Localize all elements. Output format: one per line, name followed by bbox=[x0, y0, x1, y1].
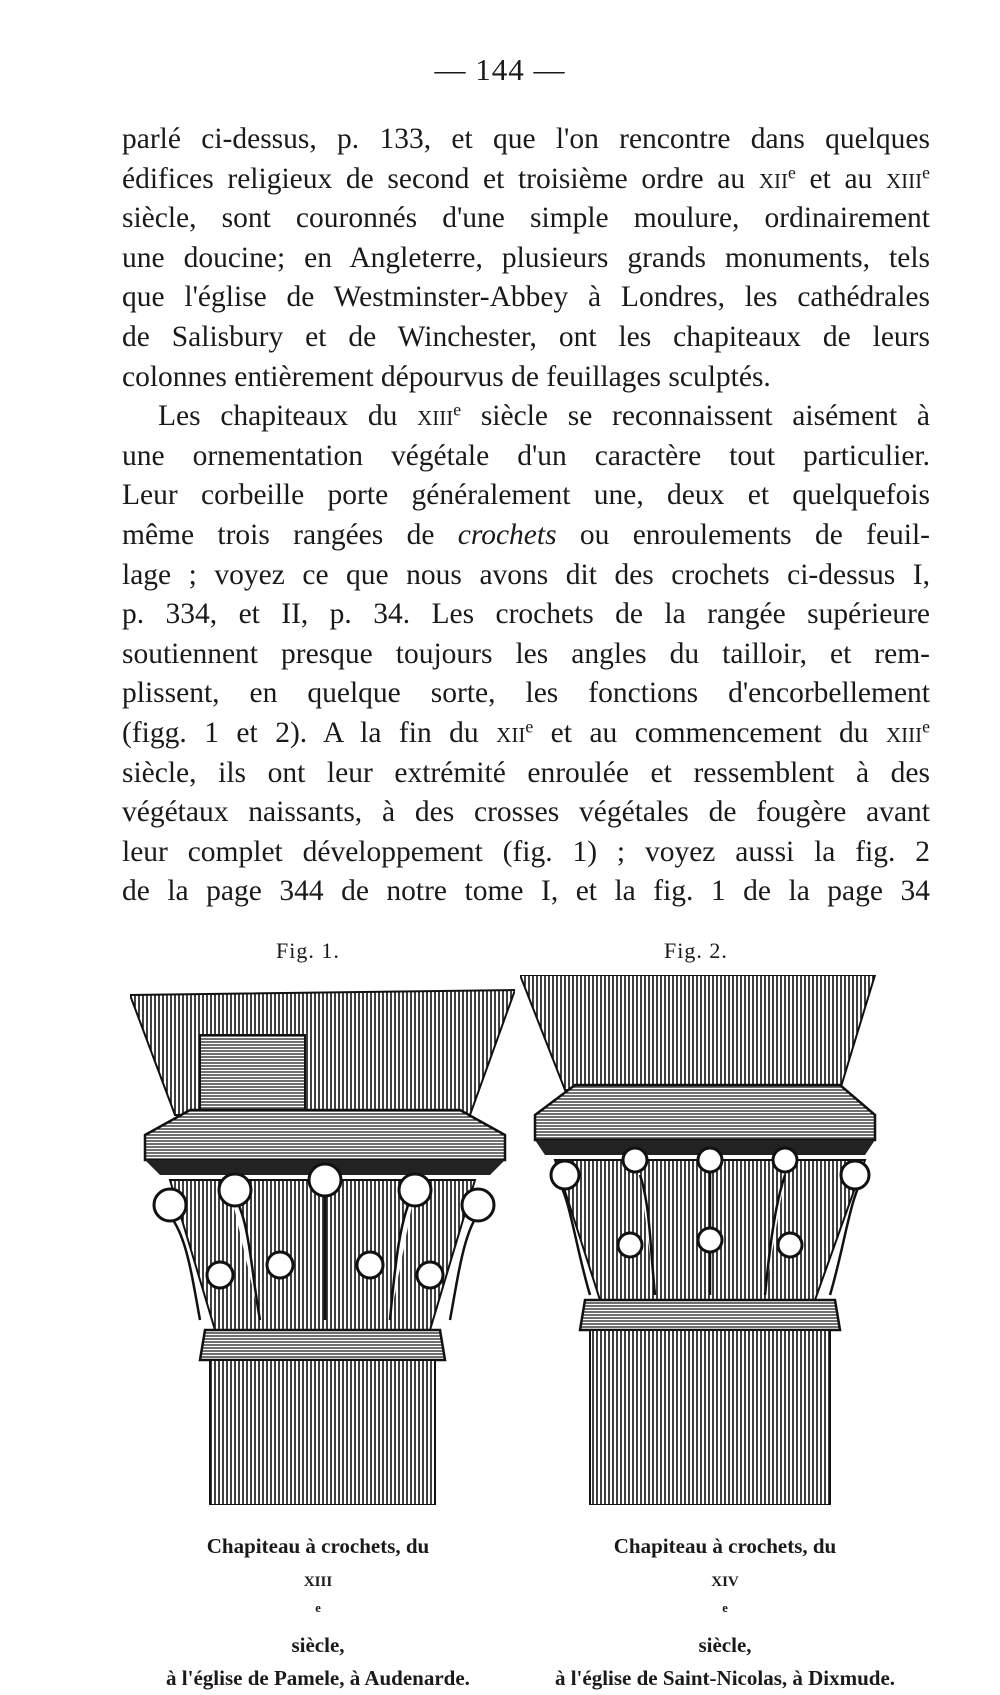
text-line: soutiennent presque toujours les angles du tailloir, et rem- bbox=[122, 637, 930, 670]
text-line: siècle, ils ont leur extrémité enroulée et ressemblent à des bbox=[122, 756, 930, 789]
text-line: de Salisbury et de Winchester, ont les chapiteaux de leurs bbox=[122, 320, 930, 353]
figure-1-caption bbox=[118, 1530, 518, 1695]
text-line: p. 334, et II, p. 34. Les crochets de la rangée supérieure bbox=[122, 598, 930, 631]
figure-2-illustration bbox=[520, 975, 905, 1505]
text-line: même trois rangées de crochets ou enroulements de feuil- bbox=[122, 518, 931, 551]
text-line: édifices religieux de second et troisième ordre au xii$^e$ et au xiii$^e$ bbox=[122, 161, 930, 195]
caption-line: Chapiteau à crochets, du xiii $^e$ siècle, bbox=[206, 1534, 430, 1657]
text-line: leur complet développement (fig. 1) ; voyez aussi la fig. 2 bbox=[122, 835, 930, 868]
text-line: parlé ci-dessus, p. 133, et que l'on rencontre dans quelques bbox=[122, 123, 930, 155]
caption-line: à l'église de Saint-Nicolas, à Dixmude. bbox=[554, 1666, 896, 1690]
page-number: — 144 — bbox=[434, 52, 566, 87]
figure-2-label: Fig. 2. bbox=[664, 938, 728, 963]
text-line: Leur corbeille porte généralement une, deux et quelquefois bbox=[122, 479, 930, 512]
figure-1-label: Fig. 1. bbox=[276, 938, 340, 963]
text-line: lage ; voyez ce que nous avons dit des crochets ci-dessus I, bbox=[122, 558, 930, 591]
text-line: siècle, sont couronnés d'une simple moulure, ordinairement bbox=[122, 202, 930, 235]
text-line: une ornementation végétale d'un caractère tout particulier. bbox=[122, 439, 930, 472]
text-line: plissent, en quelque sorte, les fonctions d'encorbellement bbox=[122, 677, 930, 710]
text-line: une doucine; en Angleterre, plusieurs grands monuments, tels bbox=[122, 241, 930, 274]
caption-line: Chapiteau à crochets, du xiv $^e$ siècle, bbox=[613, 1534, 837, 1657]
body-text bbox=[122, 120, 930, 912]
caption-line: à l'église de Pamele, à Audenarde. bbox=[166, 1666, 470, 1690]
text-line: Les chapiteaux du xiii$^e$ siècle se reconnaissent aisément à bbox=[158, 399, 930, 433]
text-line: que l'église de Westminster-Abbey à Londres, les cathédrales bbox=[122, 281, 930, 314]
text-line: colonnes entièrement dépourvus de feuillages sculptés. bbox=[122, 360, 771, 393]
text-line: de la page 344 de notre tome I, et la fig. 1 de la page 34 bbox=[122, 875, 930, 908]
figure-1-illustration bbox=[130, 975, 515, 1505]
text-line: végétaux naissants, à des crosses végétales de fougère avant bbox=[122, 796, 930, 829]
text-line: (figg. 1 et 2). A la fin du xii$^e$ et au commencement du xiii$^e$ bbox=[122, 716, 930, 749]
figure-2-caption bbox=[525, 1530, 925, 1695]
